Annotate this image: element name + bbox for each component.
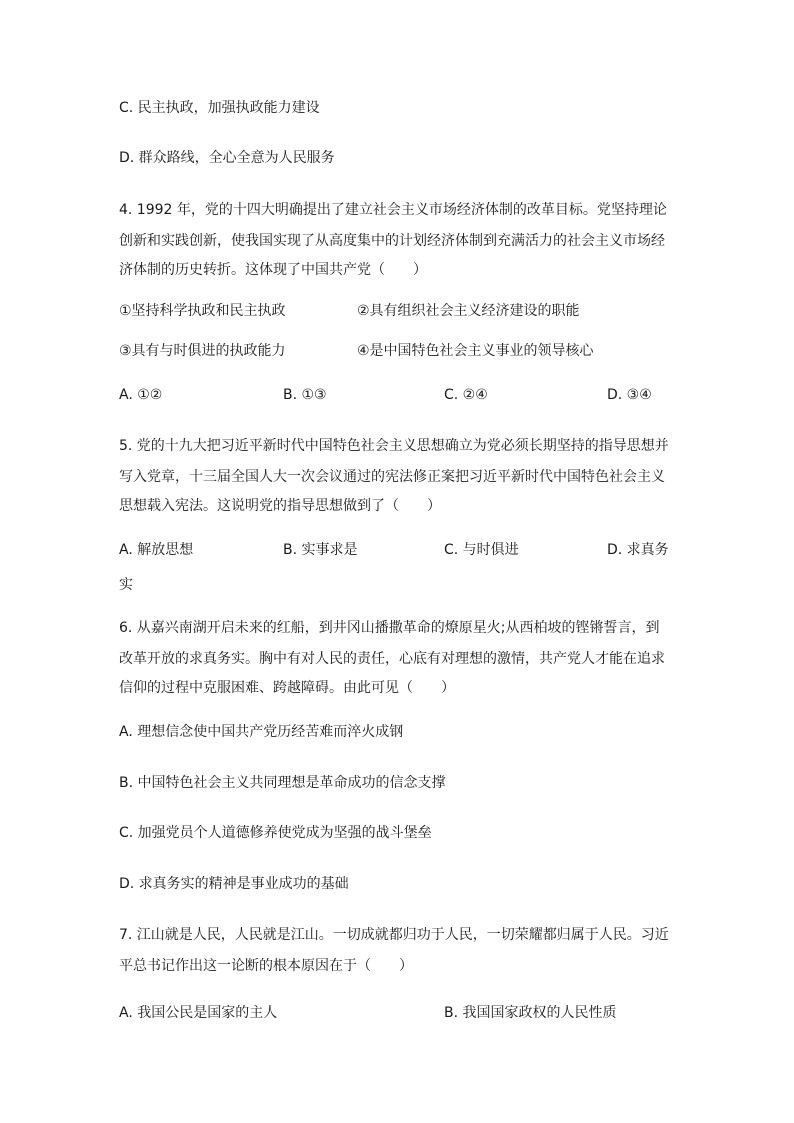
q7-stem-line-1: 7. 江山就是人民，人民就是江山。一切成就都归功于人民，一切荣耀都归属于人民。习近 [119,927,669,943]
q6-option-d: D. 求真务实的精神是事业成功的基础 [119,876,349,892]
q4-option-b: B. ①③ [283,387,327,403]
q4-stem-line-3: 济体制的历史转折。这体现了中国共产党（ ） [119,262,427,278]
q5-stem-line-1: 5. 党的十九大把习近平新时代中国特色社会主义思想确立为党必须长期坚持的指导思想并 [119,438,669,454]
q4-stem-line-1: 4. 1992 年，党的十四大明确提出了建立社会主义市场经济体制的改革目标。党坚持理论 [119,202,667,218]
q5-option-c: C. 与时俱进 [444,542,519,558]
q7-option-a: A. 我国公民是国家的主人 [119,1005,278,1021]
q3-option-d: D. 群众路线，全心全意为人民服务 [119,150,335,166]
q4-option-c: C. ②④ [444,387,488,403]
q6-stem-line-3: 信仰的过程中克服困难、跨越障碍。由此可见（ ） [119,680,455,696]
q5-stem-line-2: 写入党章，十三届全国人大一次会议通过的宪法修正案把习近平新时代中国特色社会主义 [119,469,665,485]
q6-stem-line-2: 改革开放的求真务实。胸中有对人民的责任，心底有对理想的激情，共产党人才能在追求 [119,651,665,667]
q5-option-a: A. 解放思想 [119,542,194,558]
q6-option-a: A. 理想信念使中国共产党历经苦难而淬火成钢 [119,724,404,740]
q4-stem-line-2: 创新和实践创新，使我国实现了从高度集中的计划经济体制到充满活力的社会主义市场经 [119,233,665,249]
q4-option-d: D. ③④ [607,387,652,403]
q7-stem-line-2: 平总书记作出这一论断的根本原因在于（ ） [119,958,413,974]
q4-statement-2: ②具有组织社会主义经济建设的职能 [357,303,580,319]
q5-option-b: B. 实事求是 [283,542,358,558]
q6-option-c: C. 加强党员个人道德修养使党成为坚强的战斗堡垒 [119,825,432,841]
q5-option-d-overflow: 实 [119,577,133,593]
q7-option-b: B. 我国国家政权的人民性质 [444,1005,617,1021]
q4-option-a: A. ①② [119,387,163,403]
q6-stem-line-1: 6. 从嘉兴南湖开启未来的红船，到井冈山播撒革命的燎原星火;从西柏坡的铿锵誓言，到 [119,620,660,636]
q4-statement-3: ③具有与时俱进的执政能力 [119,343,286,359]
q4-statement-4: ④是中国特色社会主义事业的领导核心 [357,343,594,359]
q4-statement-1: ①坚持科学执政和民主执政 [119,303,286,319]
q6-option-b: B. 中国特色社会主义共同理想是革命成功的信念支撑 [119,775,446,791]
q5-stem-line-3: 思想载入宪法。这说明党的指导思想做到了（ ） [119,498,441,514]
q3-option-c: C. 民主执政，加强执政能力建设 [119,100,320,116]
q5-option-d: D. 求真务 [607,542,669,558]
